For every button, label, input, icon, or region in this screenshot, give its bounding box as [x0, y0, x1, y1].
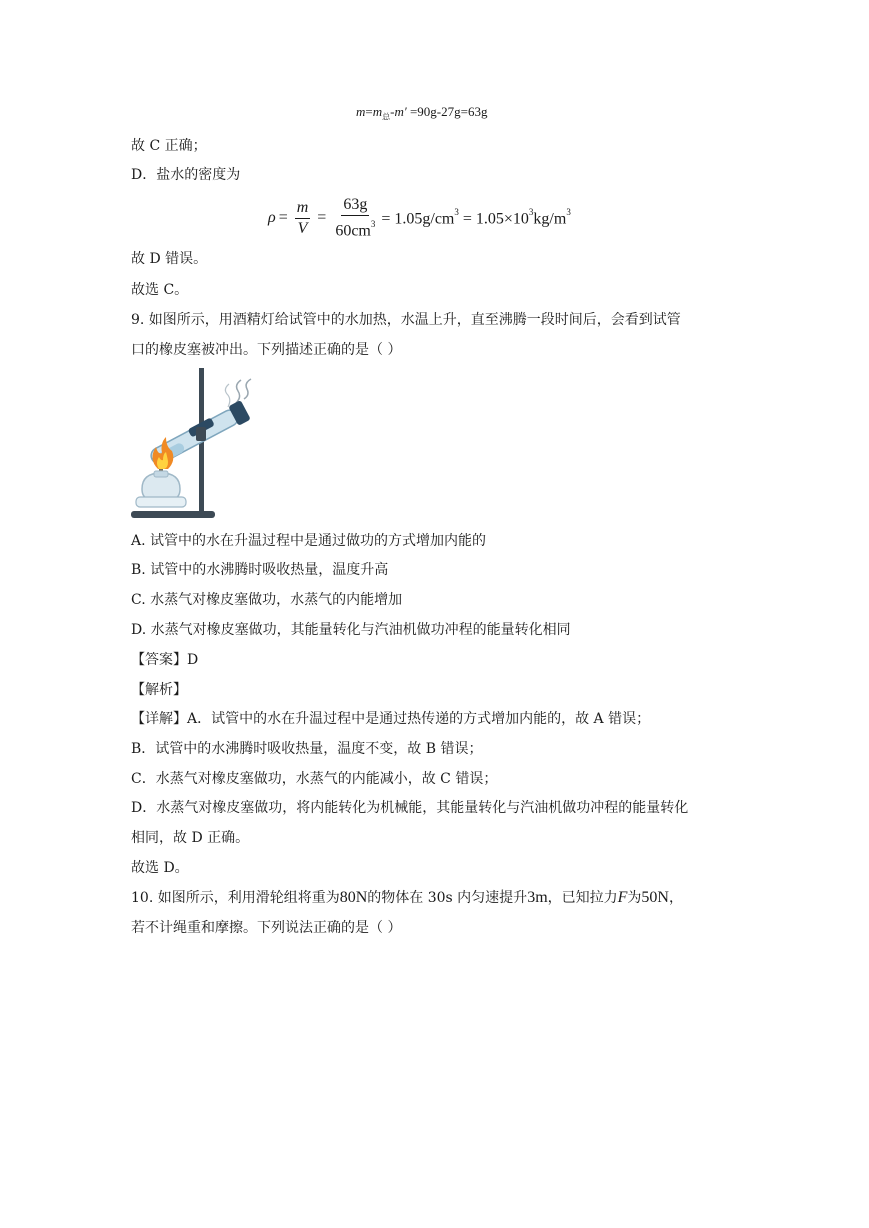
- q9-option-d: D. 水蒸气对橡皮塞做功，其能量转化与汽油机做功冲程的能量转化相同: [131, 622, 571, 638]
- q9-option-b: B. 试管中的水沸腾时吸收热量，温度升高: [131, 562, 389, 578]
- q9-option-c: C. 水蒸气对橡皮塞做功，水蒸气的内能增加: [131, 592, 403, 608]
- alcohol-lamp-test-tube-illustration: [128, 365, 258, 523]
- weight-value: 80N: [339, 889, 368, 906]
- q9-choose: 故选 D。: [131, 860, 189, 876]
- experiment-figure: [128, 365, 258, 523]
- q9-detail-b: B．试管中的水沸腾时吸收热量，温度不变，故 B 错误；: [131, 741, 483, 757]
- q9-detail-d-line1: D．水蒸气对橡皮塞做功，将内能转化为机械能，其能量转化与汽油机做功冲程的能量转化: [131, 800, 689, 816]
- c-correct-line: 故 C 正确；: [131, 138, 207, 154]
- q10-stem-line1: 10. 如图所示，利用滑轮组将重为80N的物体在 30s 内匀速提升3m，已知拉力F为50N，: [131, 889, 683, 906]
- q9-analysis-heading: 【解析】: [131, 682, 187, 698]
- q9-option-a: A. 试管中的水在升温过程中是通过做功的方式增加内能的: [131, 533, 487, 549]
- choose-c-line: 故选 C。: [131, 282, 189, 298]
- steam-icon: [236, 380, 241, 403]
- mass-formula: $m=m_总-m' =90g-27g=63g$: [356, 104, 488, 122]
- density-formula: ρ = $\frac{m}{V}$ = $\frac{63g}{60cm^3}$ = $1.05g/cm^3$ = $1.05\times 10^3kg/m^3$: [268, 196, 571, 240]
- force-symbol: F: [617, 889, 628, 906]
- d-wrong-line: 故 D 错误。: [131, 251, 208, 267]
- q10-stem-line2: 若不计绳重和摩擦。下列说法正确的是（ ）: [131, 920, 402, 936]
- force-value: 50N: [641, 889, 669, 906]
- q9-detail-a: 【详解】A．试管中的水在升温过程中是通过热传递的方式增加内能的，故 A 错误；: [131, 711, 651, 727]
- q9-detail-c: C．水蒸气对橡皮塞做功，水蒸气的内能减小，故 C 错误；: [131, 771, 498, 787]
- q9-stem-line2: 口的橡皮塞被冲出。下列描述正确的是（ ）: [131, 342, 402, 358]
- q9-stem-line1: 9. 如图所示，用酒精灯给试管中的水加热，水温上升，直至沸腾一段时间后，会看到试管: [131, 312, 681, 328]
- d-density-line: D．盐水的密度为: [131, 167, 241, 183]
- q9-detail-d-line2: 相同，故 D 正确。: [131, 830, 250, 846]
- height-value: 3m: [527, 889, 548, 906]
- q9-answer: 【答案】D: [131, 652, 199, 668]
